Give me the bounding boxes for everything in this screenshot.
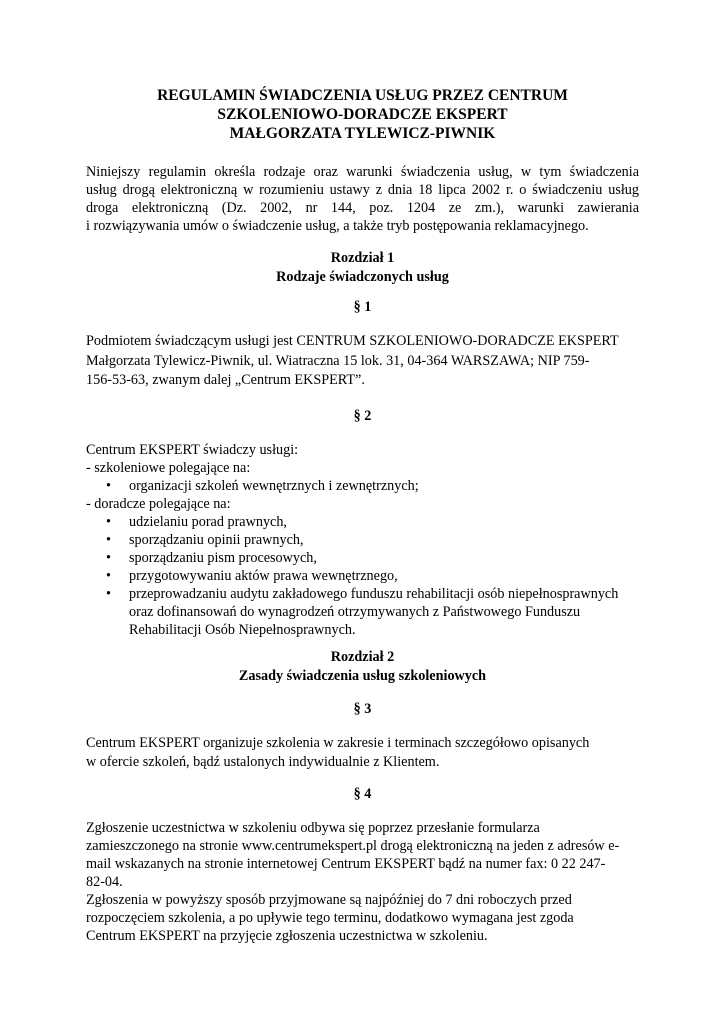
service-group-consulting: - doradcze polegające na: [86, 496, 231, 512]
list-item-text: sporządzaniu opinii prawnych, [129, 532, 304, 548]
bullet-icon: • [106, 586, 111, 602]
section-3-line: w ofercie szkoleń, bądź ustalonych indywidualnie z Klientem. [86, 754, 440, 770]
list-item-text: przygotowywaniu aktów prawa wewnętrznego, [129, 568, 398, 584]
chapter-1-heading [86, 249, 639, 287]
chapter-1-title: Rodzaje świadczonych usług [276, 269, 449, 285]
section-4-mark: § 4 [353, 786, 372, 802]
list-item [86, 477, 639, 495]
section-4-line: mail wskazanych na stronie internetowej Centrum EKSPERT bądź na numer fax: 0 22 247- [86, 856, 606, 872]
bullet-icon: • [106, 478, 111, 494]
section-4-paragraph [86, 819, 639, 945]
intro-line: Niniejszy regulamin określa rodzaje oraz warunki świadczenia usług, w tym świadczenia [86, 164, 639, 180]
section-1-line: Podmiotem świadczącym usługi jest CENTRUM SZKOLENIOWO-DORADCZE EKSPERT [86, 333, 619, 349]
list-item [86, 531, 639, 549]
list-item [86, 567, 639, 585]
intro-paragraph [86, 163, 639, 235]
bullet-icon: • [106, 532, 111, 548]
list-item [86, 585, 639, 603]
section-4-line: Zgłoszenie uczestnictwa w szkoleniu odbywa się poprzez przesłanie formularza [86, 820, 540, 836]
section-2-intro: Centrum EKSPERT świadczy usługi: [86, 442, 299, 458]
bullet-icon: • [106, 568, 111, 584]
section-4-line: Centrum EKSPERT na przyjęcie zgłoszenia uczestnictwa w szkoleniu. [86, 928, 488, 944]
section-4-line: 82-04. [86, 874, 123, 890]
bullet-icon: • [106, 550, 111, 566]
service-group-training: - szkoleniowe polegające na: [86, 460, 251, 476]
chapter-2-heading [86, 648, 639, 686]
intro-line: usług drogą elektroniczną w rozumieniu ustawy z dnia 18 lipca 2002 r. o świadczeniu usług [86, 182, 639, 198]
section-2-mark: § 2 [353, 408, 372, 424]
section-1-line: 156-53-63, zwanym dalej „Centrum EKSPERT”. [86, 372, 365, 388]
intro-line: droga elektroniczną (Dz. 2002, nr 144, poz. 1204 ze zm.), warunki zawierania [86, 200, 639, 216]
section-1-mark: § 1 [353, 299, 372, 315]
chapter-1-label: Rozdział 1 [330, 250, 395, 266]
list-item [86, 549, 639, 567]
title-line-2: SZKOLENIOWO-DORADCZE EKSPERT [217, 106, 508, 123]
list-item [86, 513, 639, 531]
title-line-1: REGULAMIN ŚWIADCZENIA USŁUG PRZEZ CENTRUM [157, 87, 568, 104]
list-item-text: sporządzaniu pism procesowych, [129, 550, 317, 566]
section-1-paragraph [86, 332, 639, 391]
list-item-text: udzielaniu porad prawnych, [129, 514, 287, 530]
title-line-3: MAŁGORZATA TYLEWICZ-PIWNIK [229, 125, 496, 142]
section-2-content [86, 441, 639, 639]
section-3-line: Centrum EKSPERT organizuje szkolenia w zakresie i terminach szczegółowo opisanych [86, 735, 590, 751]
list-item-continuation: Rehabilitacji Osób Niepełnosprawnych. [129, 622, 356, 638]
section-4-line: rozpoczęciem szkolenia, a po upływie tego terminu, dodatkowo wymagana jest zgoda [86, 910, 574, 926]
section-3-mark: § 3 [353, 701, 372, 717]
document-title [86, 86, 639, 143]
section-1-line: Małgorzata Tylewicz-Piwnik, ul. Wiatraczna 15 lok. 31, 04-364 WARSZAWA; NIP 759- [86, 352, 590, 369]
intro-line: i rozwiązywania umów o świadczenie usług, a także tryb postępowania reklamacyjnego. [86, 218, 589, 234]
section-3-paragraph [86, 734, 639, 772]
list-item-text: organizacji szkoleń wewnętrznych i zewnętrznych; [129, 478, 419, 494]
list-item-continuation: oraz dofinansowań do wynagrodzeń otrzymywanych z Państwowego Funduszu [129, 604, 581, 620]
chapter-2-label: Rozdział 2 [330, 649, 395, 665]
chapter-2-title: Zasady świadczenia usług szkoleniowych [238, 668, 487, 684]
bullet-icon: • [106, 514, 111, 530]
list-item-text: przeprowadzaniu audytu zakładowego funduszu rehabilitacji osób niepełnosprawnych [129, 586, 619, 602]
section-4-line: Zgłoszenia w powyższy sposób przyjmowane są najpóźniej do 7 dni roboczych przed [86, 892, 572, 908]
section-4-line: zamieszczonego na stronie www.centrumekspert.pl drogą elektroniczną na jeden z adresów e- [86, 838, 620, 854]
